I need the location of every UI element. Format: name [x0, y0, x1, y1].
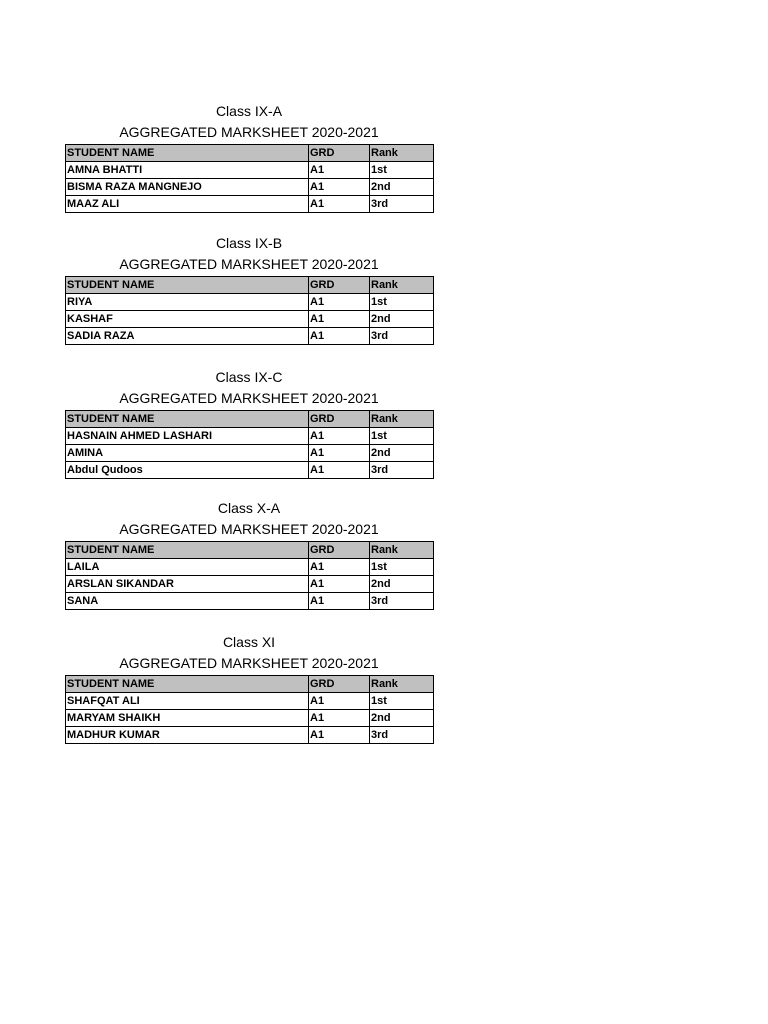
table-row — [66, 311, 434, 328]
table-row — [66, 693, 434, 710]
marksheet-section-ix-a — [65, 101, 433, 213]
table-header-row — [66, 277, 434, 294]
column-header-student-name: STUDENT NAME — [66, 676, 309, 693]
rank-cell: 1st — [370, 162, 434, 179]
grade-cell: A1 — [309, 462, 370, 479]
grade-cell: A1 — [309, 328, 370, 345]
marksheet-title: AGGREGATED MARKSHEET 2020-2021 — [119, 256, 379, 272]
rank-cell: 2nd — [370, 445, 434, 462]
table-row — [66, 710, 434, 727]
grade-cell: A1 — [309, 445, 370, 462]
rank-cell: 1st — [370, 428, 434, 445]
student-name-cell: MARYAM SHAIKH — [66, 710, 309, 727]
column-header-grade: GRD — [309, 411, 370, 428]
class-title: Class IX-C — [215, 369, 283, 385]
table-row — [66, 179, 434, 196]
marksheet-title: AGGREGATED MARKSHEET 2020-2021 — [119, 124, 379, 140]
table-row — [66, 727, 434, 744]
table-row — [66, 294, 434, 311]
table-row — [66, 462, 434, 479]
student-name-cell: BISMA RAZA MANGNEJO — [66, 179, 309, 196]
column-header-student-name: STUDENT NAME — [66, 542, 309, 559]
student-name-cell: AMNA BHATTI — [66, 162, 309, 179]
grade-cell: A1 — [309, 428, 370, 445]
grade-cell: A1 — [309, 162, 370, 179]
class-title: Class IX-A — [215, 103, 283, 119]
class-title: Class IX-B — [215, 235, 283, 251]
rank-cell: 3rd — [370, 727, 434, 744]
student-name-cell: MADHUR KUMAR — [66, 727, 309, 744]
marksheet-table — [65, 144, 434, 213]
table-row — [66, 445, 434, 462]
marksheet-table — [65, 675, 434, 744]
column-header-grade: GRD — [309, 145, 370, 162]
marksheet-table — [65, 541, 434, 610]
grade-cell: A1 — [309, 710, 370, 727]
table-row — [66, 328, 434, 345]
student-name-cell: SADIA RAZA — [66, 328, 309, 345]
grade-cell: A1 — [309, 693, 370, 710]
column-header-student-name: STUDENT NAME — [66, 411, 309, 428]
class-title: Class XI — [222, 634, 276, 650]
class-title: Class X-A — [217, 500, 281, 516]
table-row — [66, 162, 434, 179]
grade-cell: A1 — [309, 576, 370, 593]
table-row — [66, 559, 434, 576]
column-header-student-name: STUDENT NAME — [66, 277, 309, 294]
column-header-rank: Rank — [370, 145, 434, 162]
rank-cell: 2nd — [370, 179, 434, 196]
table-header-row — [66, 145, 434, 162]
table-row — [66, 196, 434, 213]
marksheet-title: AGGREGATED MARKSHEET 2020-2021 — [119, 521, 379, 537]
student-name-cell: ARSLAN SIKANDAR — [66, 576, 309, 593]
column-header-grade: GRD — [309, 676, 370, 693]
rank-cell: 3rd — [370, 196, 434, 213]
table-header-row — [66, 676, 434, 693]
marksheet-section-ix-c — [65, 367, 433, 479]
marksheet-title: AGGREGATED MARKSHEET 2020-2021 — [119, 390, 379, 406]
grade-cell: A1 — [309, 559, 370, 576]
column-header-rank: Rank — [370, 676, 434, 693]
marksheet-section-x-a — [65, 498, 433, 610]
rank-cell: 2nd — [370, 710, 434, 727]
column-header-rank: Rank — [370, 542, 434, 559]
student-name-cell: RIYA — [66, 294, 309, 311]
grade-cell: A1 — [309, 196, 370, 213]
grade-cell: A1 — [309, 593, 370, 610]
table-row — [66, 593, 434, 610]
rank-cell: 1st — [370, 559, 434, 576]
rank-cell: 3rd — [370, 462, 434, 479]
grade-cell: A1 — [309, 311, 370, 328]
student-name-cell: LAILA — [66, 559, 309, 576]
rank-cell: 3rd — [370, 328, 434, 345]
table-row — [66, 576, 434, 593]
column-header-grade: GRD — [309, 277, 370, 294]
table-header-row — [66, 542, 434, 559]
column-header-rank: Rank — [370, 411, 434, 428]
rank-cell: 1st — [370, 693, 434, 710]
student-name-cell: Abdul Qudoos — [66, 462, 309, 479]
student-name-cell: KASHAF — [66, 311, 309, 328]
marksheet-section-ix-b — [65, 233, 433, 345]
rank-cell: 1st — [370, 294, 434, 311]
table-header-row — [66, 411, 434, 428]
grade-cell: A1 — [309, 294, 370, 311]
table-row — [66, 428, 434, 445]
marksheet-title: AGGREGATED MARKSHEET 2020-2021 — [119, 655, 379, 671]
student-name-cell: SANA — [66, 593, 309, 610]
student-name-cell: HASNAIN AHMED LASHARI — [66, 428, 309, 445]
student-name-cell: SHAFQAT ALI — [66, 693, 309, 710]
column-header-rank: Rank — [370, 277, 434, 294]
grade-cell: A1 — [309, 727, 370, 744]
rank-cell: 2nd — [370, 576, 434, 593]
marksheet-table — [65, 410, 434, 479]
column-header-grade: GRD — [309, 542, 370, 559]
marksheet-section-xi — [65, 632, 433, 744]
rank-cell: 3rd — [370, 593, 434, 610]
grade-cell: A1 — [309, 179, 370, 196]
student-name-cell: AMINA — [66, 445, 309, 462]
rank-cell: 2nd — [370, 311, 434, 328]
marksheet-table — [65, 276, 434, 345]
student-name-cell: MAAZ ALI — [66, 196, 309, 213]
column-header-student-name: STUDENT NAME — [66, 145, 309, 162]
